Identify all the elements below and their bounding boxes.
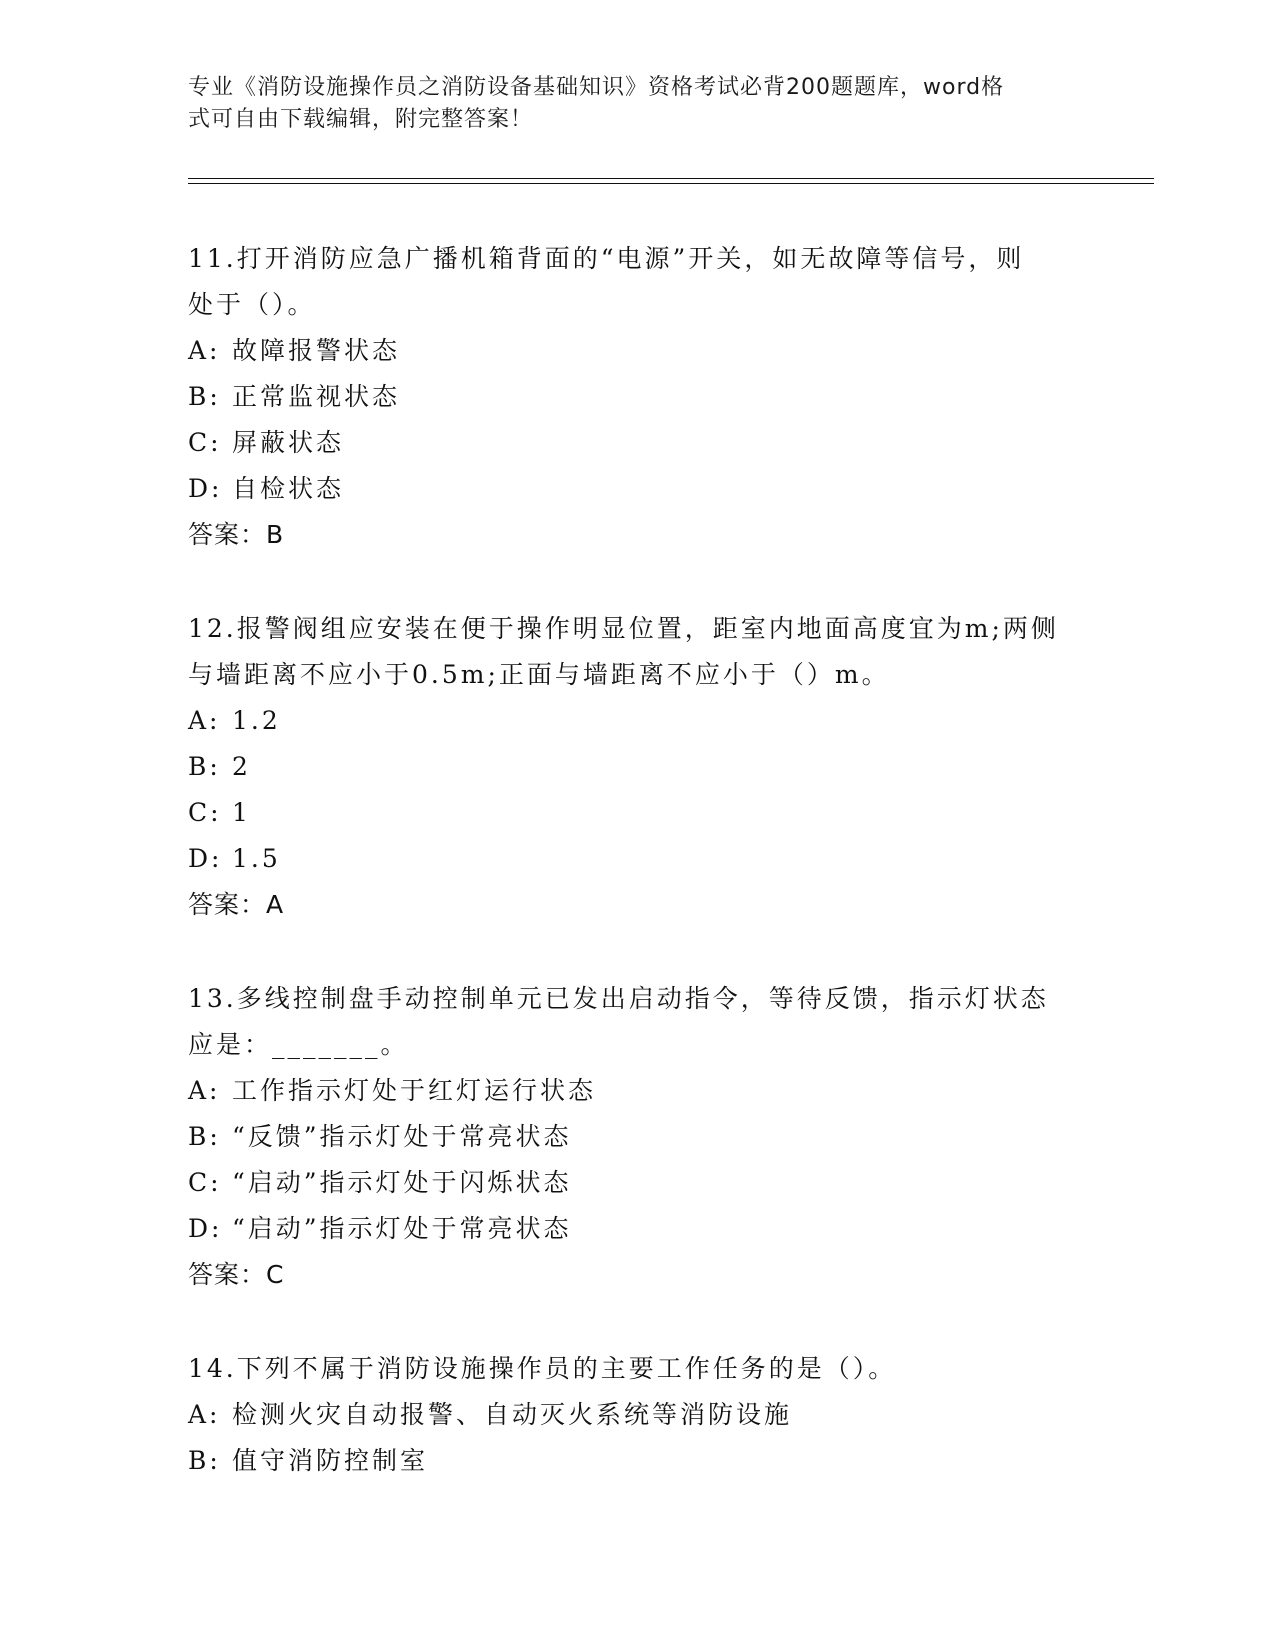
option-text: 故障报警状态 <box>232 336 401 365</box>
option-letter: C: <box>188 428 222 457</box>
option-letter: A: <box>188 336 221 365</box>
question-spacer <box>188 1298 1088 1346</box>
option-text: 2 <box>232 752 251 781</box>
option-a <box>188 1068 1088 1114</box>
question-spacer <box>188 928 1088 976</box>
question-13 <box>188 976 1088 1298</box>
question-stem-line-2: 应是：_______。 <box>188 1030 409 1059</box>
option-b <box>188 374 1088 420</box>
document-header <box>188 72 1068 136</box>
option-a <box>188 328 1088 374</box>
question-list <box>188 236 1088 1484</box>
option-letter: D: <box>188 844 223 873</box>
option-a <box>188 1392 1088 1438</box>
option-text: “反馈”指示灯处于常亮状态 <box>232 1122 572 1151</box>
question-stem-line-1: 13.多线控制盘手动控制单元已发出启动指令，等待反馈，指示灯状态 <box>188 984 1049 1013</box>
question-14 <box>188 1346 1088 1484</box>
option-letter: B: <box>188 1122 221 1151</box>
option-text: 屏蔽状态 <box>232 428 345 457</box>
option-c <box>188 1160 1088 1206</box>
option-d <box>188 1206 1088 1252</box>
option-text: “启动”指示灯处于常亮状态 <box>232 1214 572 1243</box>
option-letter: A: <box>188 1076 221 1105</box>
header-divider-bottom <box>188 183 1154 184</box>
option-c <box>188 790 1088 836</box>
option-b <box>188 1114 1088 1160</box>
option-c <box>188 420 1088 466</box>
option-text: 1 <box>232 798 251 827</box>
option-b <box>188 744 1088 790</box>
answer-line: 答案：B <box>188 520 285 549</box>
header-divider-top <box>188 178 1154 179</box>
option-a <box>188 698 1088 744</box>
answer-line: 答案：C <box>188 1260 285 1289</box>
option-letter: D: <box>188 474 223 503</box>
option-text: 正常监视状态 <box>232 382 401 411</box>
option-d <box>188 466 1088 512</box>
option-text: 1.2 <box>232 706 281 735</box>
option-text: 值守消防控制室 <box>232 1446 429 1475</box>
option-b <box>188 1438 1088 1484</box>
question-11 <box>188 236 1088 558</box>
option-text: 工作指示灯处于红灯运行状态 <box>232 1076 597 1105</box>
question-stem-line-2: 处于（）。 <box>188 290 316 319</box>
question-stem-line-2: 与墙距离不应小于0.5m;正面与墙距离不应小于（）m。 <box>188 660 890 689</box>
question-stem-line-1: 12.报警阀组应安装在便于操作明显位置，距室内地面高度宜为m;两侧 <box>188 614 1059 643</box>
option-letter: B: <box>188 752 221 781</box>
option-letter: B: <box>188 382 221 411</box>
header-line-1: 专业《消防设施操作员之消防设备基础知识》资格考试必背200题题库，word格 <box>188 75 1005 100</box>
option-letter: C: <box>188 1168 222 1197</box>
question-stem-line-1: 11.打开消防应急广播机箱背面的“电源”开关，如无故障等信号，则 <box>188 244 1025 273</box>
option-text: 1.5 <box>232 844 281 873</box>
header-line-2: 式可自由下载编辑，附完整答案！ <box>188 107 534 132</box>
option-letter: B: <box>188 1446 221 1475</box>
option-letter: A: <box>188 1400 221 1429</box>
option-letter: C: <box>188 798 222 827</box>
question-12 <box>188 606 1088 928</box>
option-text: “启动”指示灯处于闪烁状态 <box>232 1168 572 1197</box>
option-d <box>188 836 1088 882</box>
question-stem-line-1: 14.下列不属于消防设施操作员的主要工作任务的是（）。 <box>188 1354 897 1383</box>
option-text: 检测火灾自动报警、自动灭火系统等消防设施 <box>232 1400 793 1429</box>
question-spacer <box>188 558 1088 606</box>
option-text: 自检状态 <box>232 474 345 503</box>
answer-line: 答案：A <box>188 890 285 919</box>
option-letter: A: <box>188 706 221 735</box>
option-letter: D: <box>188 1214 223 1243</box>
